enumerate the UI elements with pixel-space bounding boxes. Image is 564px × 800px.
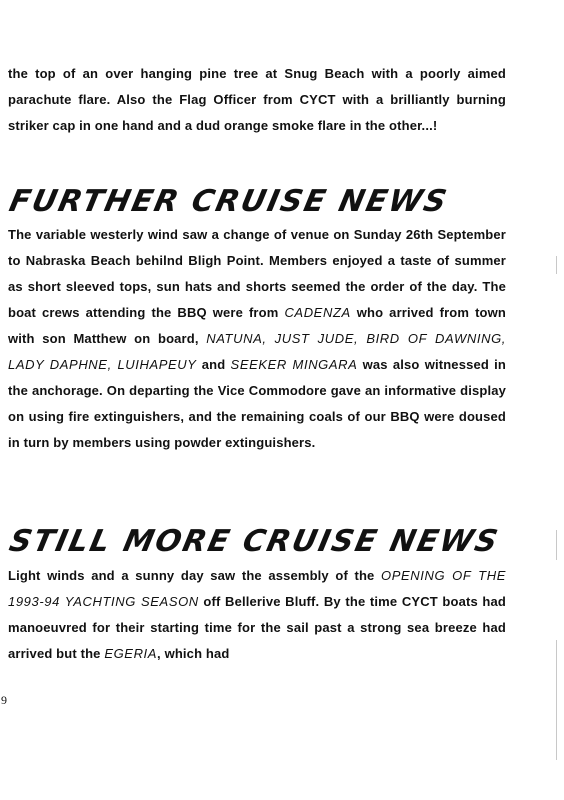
paragraph-text: off Bellerive Bluff. By the time CYCT boats had manoeuvred for their starting time for the sail past a strong sea breeze had arrived but the <box>8 594 506 661</box>
scan-edge-mark <box>556 640 557 760</box>
boat-name-egeria: EGERIA <box>104 646 158 661</box>
paragraph-text: , which had <box>157 646 230 661</box>
section-heading-further-cruise-news: FURTHER CRUISE NEWS <box>6 184 452 219</box>
section-heading-still-more-cruise-news: STILL MORE CRUISE NEWS <box>6 524 503 559</box>
boat-names-list: NATUNA, JUST JUDE, BIRD OF DAWNING, LADY DAPHNE, LUIHAPEUY <box>8 331 506 372</box>
paragraph-further-cruise-news <box>8 222 506 456</box>
boat-names-seeker-mingara: SEEKER MINGARA <box>230 357 358 372</box>
paragraph-text: the top of an over hanging pine tree at Snug Beach with a poorly aimed parachute flare. Also the Flag Officer from CYCT with a brilliantly burning striker cap in one hand and a dud orange smoke flare in the other...! <box>8 66 506 133</box>
scan-edge-mark <box>556 530 557 560</box>
page-number: 9 <box>1 693 7 707</box>
paragraph-text: was also witnessed in the anchorage. On departing the Vice Commodore gave an informative display on using fire extinguishers, and the remaining coals of our BBQ were doused in turn by members using powder extinguishers. <box>8 357 506 450</box>
paragraph-still-more-cruise-news <box>8 563 506 667</box>
event-name: OPENING OF THE 1993-94 YACHTING SEASON <box>8 568 506 609</box>
paragraph-text: The variable westerly wind saw a change of venue on Sunday 26th September to Nabraska Beach behilnd Bligh Point. Members enjoyed a taste of summer as short sleeved tops, sun hats and shorts seemed the order of the day. The boat crews attending the BBQ were from <box>8 227 506 320</box>
paragraph-text: Light winds and a sunny day saw the assembly of the <box>8 568 381 583</box>
paragraph-text: who arrived from town with son Matthew on board, <box>8 305 506 346</box>
boat-name-cadenza: CADENZA <box>284 305 351 320</box>
paragraph-text: and <box>196 357 231 372</box>
paragraph-flare-story <box>8 61 506 139</box>
scan-edge-mark <box>556 256 557 274</box>
